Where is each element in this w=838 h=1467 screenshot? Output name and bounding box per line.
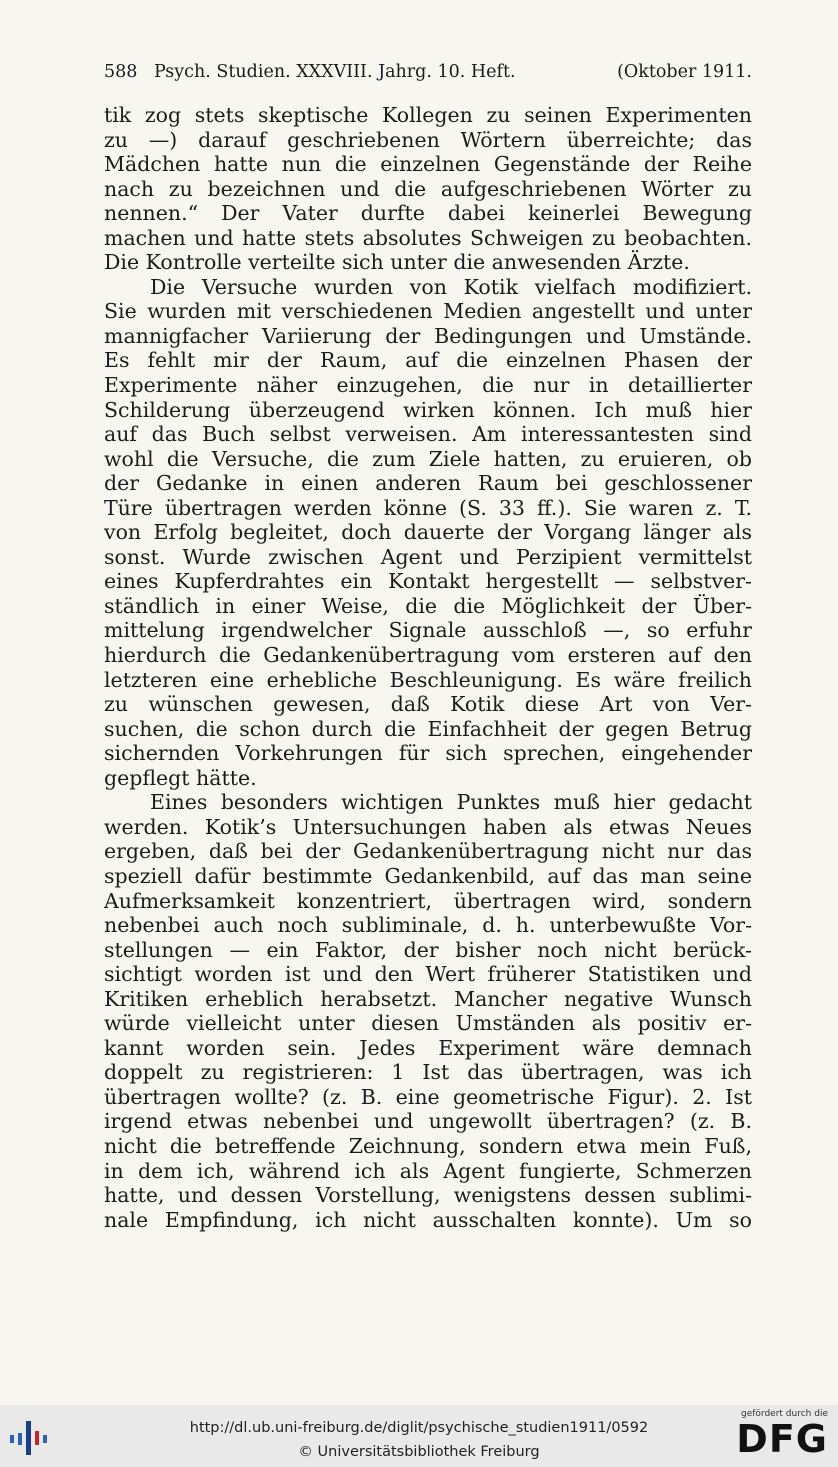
text-line: machen und hatte stets absolutes Schweigen zu beobachten. — [104, 225, 752, 250]
text-line: nicht die betreffende Zeichnung, sondern etwa mein Fuß, — [104, 1133, 752, 1158]
text-line: sichernden Vorkehrungen für sich sprechen, eingehender — [104, 741, 752, 766]
text-line: sichtigt worden ist und den Wert früherer Statistiken und — [104, 962, 752, 987]
text-line: eines Kupferdrahtes ein Kontakt hergestellt — selbstver- — [104, 569, 752, 594]
text-line: kannt worden sein. Jedes Experiment wäre demnach — [104, 1035, 752, 1060]
funder-note: gefördert durch die — [741, 1409, 828, 1419]
text-line: zu wünschen gewesen, daß Kotik diese Art von Ver- — [104, 692, 752, 717]
text-line: Es fehlt mir der Raum, auf die einzelnen Phasen der — [104, 348, 752, 373]
text-line: Die Kontrolle verteilte sich unter die anwesenden Ärzte. — [104, 250, 690, 275]
text-line: in dem ich, während ich als Agent fungierte, Schmerzen — [104, 1158, 752, 1183]
text-line: nebenbei auch noch subliminale, d. h. unterbewußte Vor- — [104, 913, 752, 938]
text-line: Kritiken erheblich herabsetzt. Mancher negative Wunsch — [104, 986, 752, 1011]
text-line: Die Versuche wurden von Kotik vielfach modifiziert. — [150, 274, 752, 299]
text-line: Experimente näher einzugehen, die nur in detaillierter — [104, 373, 752, 398]
text-line: Türe übertragen werden könne (S. 33 ff.). Sie waren z. T. — [104, 495, 752, 520]
text-line: tik zog stets skeptische Kollegen zu seinen Experimenten — [104, 103, 752, 127]
text-line: gepflegt hätte. — [104, 765, 257, 790]
text-line: irgend etwas nebenbei und ungewollt übertragen? (z. B. — [104, 1109, 752, 1134]
text-line: übertragen wollte? (z. B. eine geometrische Figur). 2. Ist — [104, 1084, 752, 1109]
dfg-logo: DFG — [736, 1417, 828, 1461]
text-line: hierdurch die Gedankenübertragung vom ersteren auf den — [104, 643, 752, 668]
text-line: nennen.“ Der Vater durfte dabei keinerlei Bewegung — [104, 201, 752, 226]
text-line: mittelung irgendwelcher Signale ausschloß —, so erfuhr — [104, 618, 752, 643]
page-number: 588 — [104, 62, 138, 82]
copyright-notice: © Universitätsbibliothek Freiburg — [298, 1444, 540, 1460]
text-line: Schilderung überzeugend wirken können. Ich muß hier — [104, 397, 752, 422]
text-line: letzteren eine erhebliche Beschleunigung. Es wäre freilich — [104, 667, 752, 692]
issue-date: (Oktober 1911. — [617, 62, 752, 82]
text-line: Mädchen hatte nun die einzelnen Gegenstände der Reihe — [104, 152, 752, 177]
text-line: der Gedanke in einen anderen Raum bei geschlossener — [104, 471, 752, 496]
text-line: nach zu bezeichnen und die aufgeschriebenen Wörter zu — [104, 176, 752, 201]
source-url[interactable]: http://dl.ub.uni-freiburg.de/diglit/psychische_studien1911/0592 — [189, 1420, 649, 1436]
text-line: von Erfolg begleitet, doch dauerte der Vorgang länger als — [104, 520, 752, 545]
text-line: ergeben, daß bei der Gedankenübertragung nicht nur das — [104, 839, 752, 864]
text-line: auf das Buch selbst verweisen. Am interessantesten sind — [104, 422, 752, 447]
text-line: sonst. Wurde zwischen Agent und Perzipient vermittelst — [104, 544, 752, 569]
text-line: mannigfacher Variierung der Bedingungen und Umstände. — [104, 323, 752, 348]
text-line: würde vielleicht unter diesen Umständen als positiv er- — [104, 1011, 752, 1036]
text-line: speziell dafür bestimmte Gedankenbild, auf das man seine — [104, 863, 752, 888]
viewer-footer — [0, 1405, 838, 1467]
text-line: zu —) darauf geschriebenen Wörtern überreichte; das — [104, 127, 752, 152]
text-line: Sie wurden mit verschiedenen Medien angestellt und unter — [104, 299, 752, 324]
text-line: wohl die Versuche, die zum Ziele hatten, zu eruieren, ob — [104, 446, 752, 471]
text-line: ständlich in einer Weise, die die Möglichkeit der Über- — [104, 593, 752, 618]
text-line: werden. Kotik’s Untersuchungen haben als etwas Neues — [104, 814, 752, 839]
text-line: Aufmerksamkeit konzentriert, übertragen wird, sondern — [104, 888, 752, 913]
body-text — [104, 103, 752, 1232]
text-line: Eines besonders wichtigen Punktes muß hier gedacht — [150, 790, 752, 815]
text-line: stellungen — ein Faktor, der bisher noch nicht berück- — [104, 937, 752, 962]
text-line: suchen, die schon durch die Einfachheit der gegen Betrug — [104, 716, 752, 741]
text-line: doppelt zu registrieren: 1 Ist das übertragen, was ich — [104, 1060, 752, 1085]
text-line: hatte, und dessen Vorstellung, wenigstens dessen sublimi- — [104, 1183, 752, 1208]
running-title: Psych. Studien. XXXVIII. Jahrg. 10. Heft. — [154, 62, 516, 82]
text-line: nale Empfindung, ich nicht ausschalten konnte). Um so — [104, 1207, 752, 1232]
